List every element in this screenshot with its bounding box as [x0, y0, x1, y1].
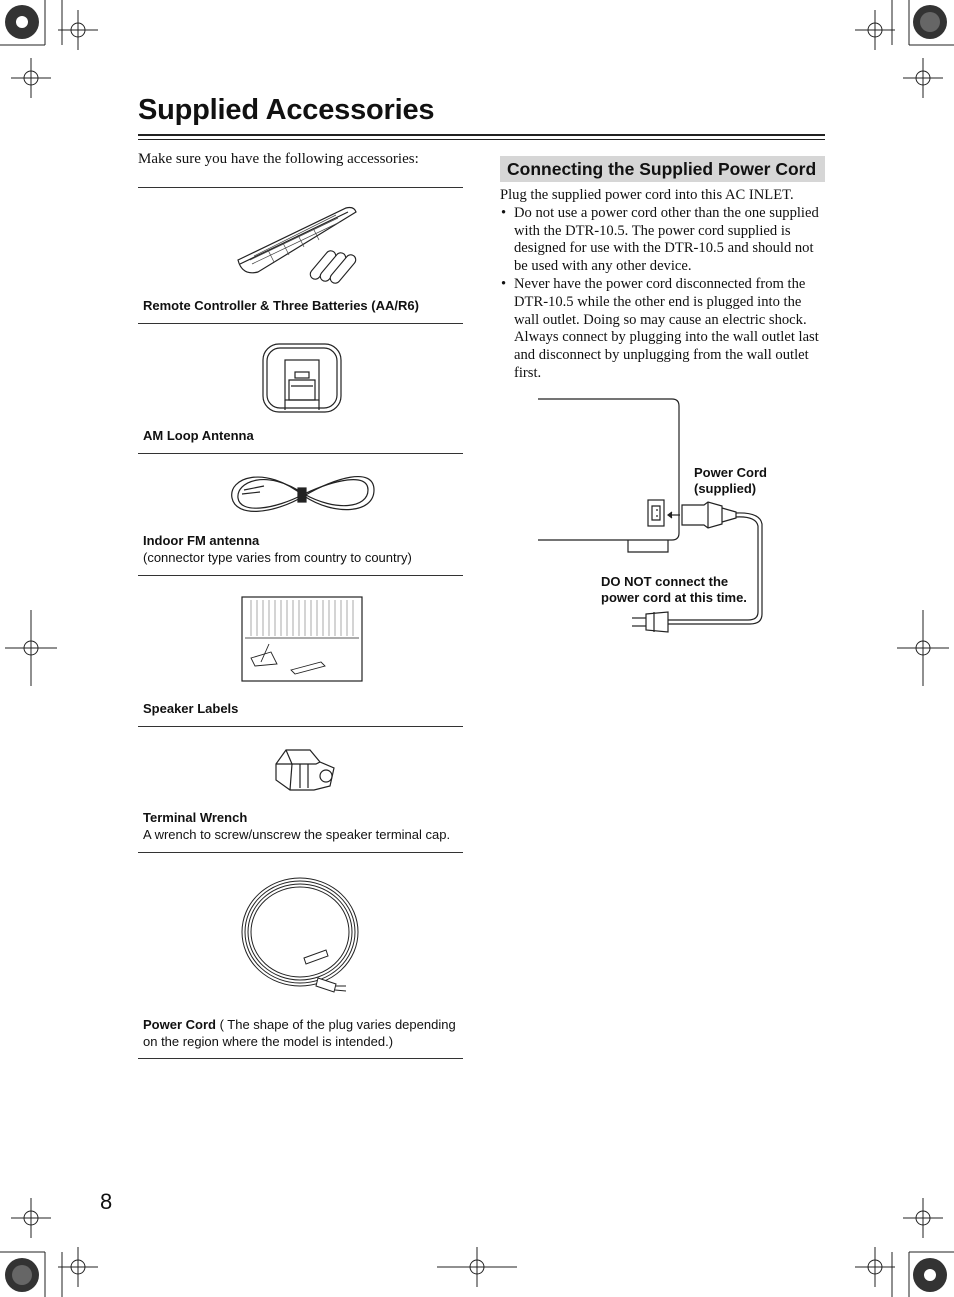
divider [138, 453, 463, 454]
bullet-item: • Never have the power cord disconnected from the DTR-10.5 while the other end is plugged into the wall outlet. Doing so may cause an electric shock. Always connect by plugging into the wall outlet last and disconnect by unplugging from the wall outlet first. [500, 276, 825, 383]
callout-warning: DO NOT connect the power cord at this time. [601, 574, 747, 605]
accessory-power-cord-label: Power Cord ( The shape of the plug varies depending on the region where the model is intended.) [143, 1017, 456, 1049]
page-number: 8 [100, 1189, 113, 1214]
callout-power-cord: Power Cord (supplied) [694, 465, 767, 496]
accessory-am-antenna-label: AM Loop Antenna [143, 428, 254, 443]
accessory-fm-antenna-label: Indoor FM antenna (connector type varies from country to country) [143, 533, 412, 565]
accessory-speaker-labels-label: Speaker Labels [143, 701, 239, 716]
remote-controller-image [228, 200, 368, 295]
speaker-labels-image [241, 596, 363, 682]
am-loop-antenna-image [261, 342, 345, 416]
divider [138, 323, 463, 324]
divider [138, 1058, 463, 1059]
divider [138, 187, 463, 188]
bullet-item: • Do not use a power cord other than the one supplied with the DTR-10.5. The power cord supplied is designed for use with the DTR-10.5 and should not be used with any other device. [500, 205, 825, 276]
fm-antenna-image [224, 468, 384, 526]
terminal-wrench-image [270, 744, 340, 796]
divider [138, 726, 463, 727]
accessory-remote-label: Remote Controller & Three Batteries (AA/R6) [143, 298, 419, 313]
intro-text: Make sure you have the following accessories: [138, 151, 419, 167]
title-rule [138, 134, 825, 136]
divider [138, 575, 463, 576]
page-title: Supplied Accessories [138, 94, 435, 126]
power-section-body [500, 187, 825, 383]
lead-paragraph: Plug the supplied power cord into this AC INLET. [500, 187, 794, 203]
divider [138, 852, 463, 853]
title-rule-thin [138, 139, 825, 140]
section-heading: Connecting the Supplied Power Cord [500, 156, 825, 182]
power-cord-image [238, 874, 362, 998]
accessory-terminal-wrench-label: Terminal Wrench A wrench to screw/unscrew the speaker terminal cap. [143, 810, 451, 842]
